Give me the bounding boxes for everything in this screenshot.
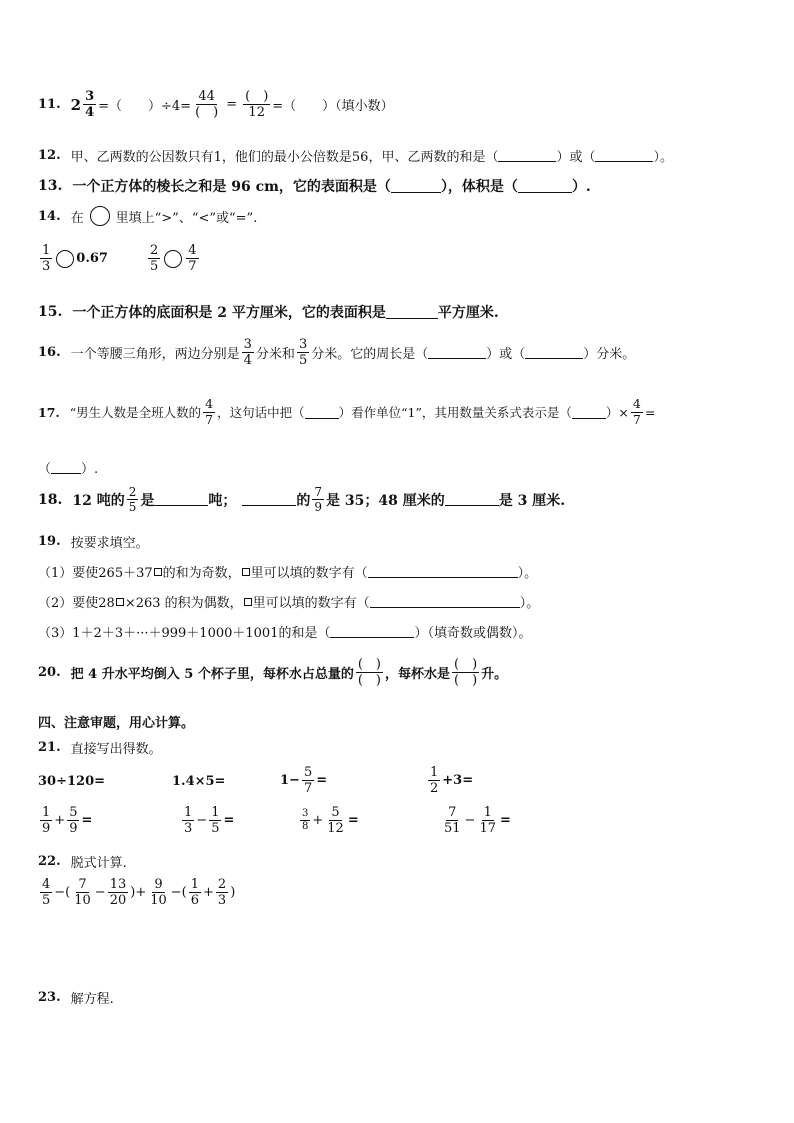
q16-text-a: 一个等腰三角形，两边分别是 [70,347,240,362]
q17-text-a: “男生人数是全班人数的 [69,405,202,420]
calc-item: $\frac{1}{9}$ + $\frac{5}{9}$ = [42,805,93,836]
q19-sub3 [38,622,531,641]
fraction-blank[interactable]: $\frac{( )}{( )}$ [454,657,478,688]
q19-s2-b: ×263 的积为偶数， [124,596,243,611]
q22 [38,852,127,871]
square-icon [244,598,252,606]
q13 [38,176,591,196]
q19-s2-a: （2）要使28 [38,596,115,611]
q15 [38,302,499,322]
q-number: 11. [38,97,61,112]
q18-text-c: 吨； [208,492,237,509]
calc-item: 30÷120= [38,774,106,789]
q17-text-c: ）看作单位“1”，其用数量关系式表示是（ [338,405,572,420]
q11 [38,90,394,119]
square-icon [242,568,250,576]
answer-blank[interactable] [391,180,441,193]
fraction: $\frac{4}{7}$ [188,243,197,274]
q14-pair-1 [38,244,108,273]
q15-text: 一个正方体的底面积是 2 平方厘米，它的表面积是 [72,305,386,321]
q-number: 18. [38,491,63,508]
compare-value: 0.67 [76,251,108,266]
q17-line2-a: （ [38,462,52,477]
compare-circle[interactable] [56,250,74,268]
q14-text-a: 在 [70,210,84,226]
q12 [38,146,673,165]
section-4-title: 四、注意审题，用心计算。 [38,716,195,731]
q-number: 23. [38,990,61,1005]
q18-text-a: 12 吨的 [72,492,125,509]
q16-text-c: 分米。它的周长是（ [311,347,429,362]
q16-text-b: 分米和 [255,347,295,362]
q20-text-c: 升。 [481,667,508,682]
q17-text-b: ，这句话中把（ [217,405,305,420]
fraction: $\frac{4}{7}$ [205,396,214,427]
q-number: 20. [38,665,61,680]
q11-eq1: =（ ）÷4= [98,99,192,114]
calc-item: $\frac{3}{8}$ + $\frac{5}{12}$ = [302,805,359,836]
q16-mid: ）或（ [486,347,526,362]
q20-text-b: ，每杯水是 [384,667,450,682]
q19-s3-a: （3）1＋2＋3＋···＋999＋1000＋1001的和是（ [38,626,331,641]
q19-s3-b: ）（填奇数或偶数）。 [414,626,532,641]
q-number: 14. [38,208,61,224]
q16 [38,338,635,367]
fraction: $\frac{4}{7}$ [632,396,641,427]
q21 [38,738,162,757]
q22-title: 脱式计算. [70,856,127,871]
q19-title: 按要求填空。 [70,536,149,551]
fraction: $\frac{2}{5}$ [128,485,137,514]
calc-item: $\frac{7}{51}$ − $\frac{1}{17}$ = [444,805,511,836]
q-number: 12. [38,148,61,163]
square-icon [154,568,162,576]
calc-item: 1− $\frac{5}{7}$ = [280,765,328,796]
mixed-whole: 2 [70,95,82,114]
q19-sub1 [38,562,537,581]
calc-item: 1.4×5= [172,774,226,789]
answer-blank[interactable] [498,149,556,162]
q14-text-b: 里填上“>”、“<”或“=”. [115,210,258,226]
calc-item: $\frac{1}{2}$ +3= [430,765,474,796]
q-number: 19. [38,534,61,549]
answer-blank[interactable] [518,180,572,193]
answer-blank[interactable] [445,493,499,506]
q13-mid: ），体积是（ [440,179,518,195]
q11-eq3: =（ ）（填小数） [272,99,394,114]
q12-mid: ）或（ [556,150,596,165]
fraction: $\frac{1}{3}$ [42,243,51,274]
calc-item: $\frac{1}{3}$ − $\frac{1}{5}$ = [184,805,235,836]
answer-blank[interactable] [386,306,438,319]
q18-text-d: 的 [296,492,311,509]
answer-blank[interactable] [330,625,414,638]
q14-pair-2 [146,244,201,273]
q19-s2-d: ）。 [519,596,540,611]
answer-blank[interactable] [525,346,583,359]
q18-text-e: 是 35；48 厘米的 [326,492,445,509]
q17-text-e: = [644,404,656,420]
equals: = [226,97,238,112]
q19-s2-c: 里可以填的数字有（ [252,596,370,611]
answer-blank[interactable] [572,406,606,419]
fraction: $\frac{( )}{12}$ [245,89,269,120]
answer-blank[interactable] [428,346,486,359]
q21-title: 直接写出得数。 [70,742,162,757]
q17-line2-b: ）. [81,462,99,477]
q13-end: ）. [571,179,591,195]
q18 [38,486,565,513]
fraction: $\frac{3}{4}$ [85,89,95,120]
fraction: $\frac{3}{5}$ [298,337,308,368]
square-icon [116,598,124,606]
q17-line2 [38,458,98,477]
q12-text: 甲、乙两数的公因数只有1，他们的最小公倍数是56，甲、乙两数的和是（ [70,150,499,165]
answer-blank[interactable] [595,149,653,162]
q17-text-d: ）× [605,405,629,420]
q-number: 21. [38,740,61,755]
fraction-blank[interactable]: $\frac{( )}{( )}$ [357,657,381,688]
q14 [38,206,257,226]
answer-blank[interactable] [242,493,296,506]
answer-blank[interactable] [51,461,81,474]
q17 [38,398,655,426]
fraction: $\frac{44}{( )}$ [195,89,219,120]
q23-title: 解方程. [70,992,114,1007]
q19-sub2 [38,592,539,611]
compare-circle[interactable] [164,250,182,268]
q20-text-a: 把 4 升水平均倒入 5 个杯子里，每杯水占总量的 [70,667,354,682]
q-number: 22. [38,854,61,869]
fraction: $\frac{7}{9}$ [314,485,322,514]
q19-s1-c: 里可以填的数字有（ [250,566,368,581]
answer-blank[interactable] [368,565,518,578]
q19-s1-a: （1）要使265＋37 [38,566,153,581]
q-number: 16. [38,345,61,360]
q-number: 15. [38,304,63,320]
q-number: 17. [38,404,60,420]
q19-s1-b: 的和为奇数， [162,566,241,581]
q19 [38,532,149,551]
q13-text: 一个正方体的棱长之和是 96 cm，它的表面积是（ [72,179,391,195]
expression: $\frac{4}{5}$ −( $\frac{7}{10}$ − $\frac{13}{20}$ )+ $\frac{9}{10}$ −( $\frac{1}{6}$ + $\frac{2}{3}$ ) [42,877,236,908]
q18-text-b: 是 [140,492,155,509]
answer-blank[interactable] [370,595,520,608]
q19-s1-d: ）。 [517,566,538,581]
q-number: 13. [38,178,63,194]
q23 [38,988,114,1007]
q16-end: ）分米。 [583,347,636,362]
q12-end: ）。 [653,150,673,165]
fraction: $\frac{3}{4}$ [243,337,252,368]
q18-text-g: 是 3 厘米. [498,492,566,509]
q20 [38,658,507,687]
circle-icon [90,206,110,226]
answer-blank[interactable] [154,493,208,506]
answer-blank[interactable] [305,406,339,419]
fraction: $\frac{2}{5}$ [150,243,159,274]
section-title [38,712,194,731]
q15-end: 平方厘米. [437,305,499,321]
